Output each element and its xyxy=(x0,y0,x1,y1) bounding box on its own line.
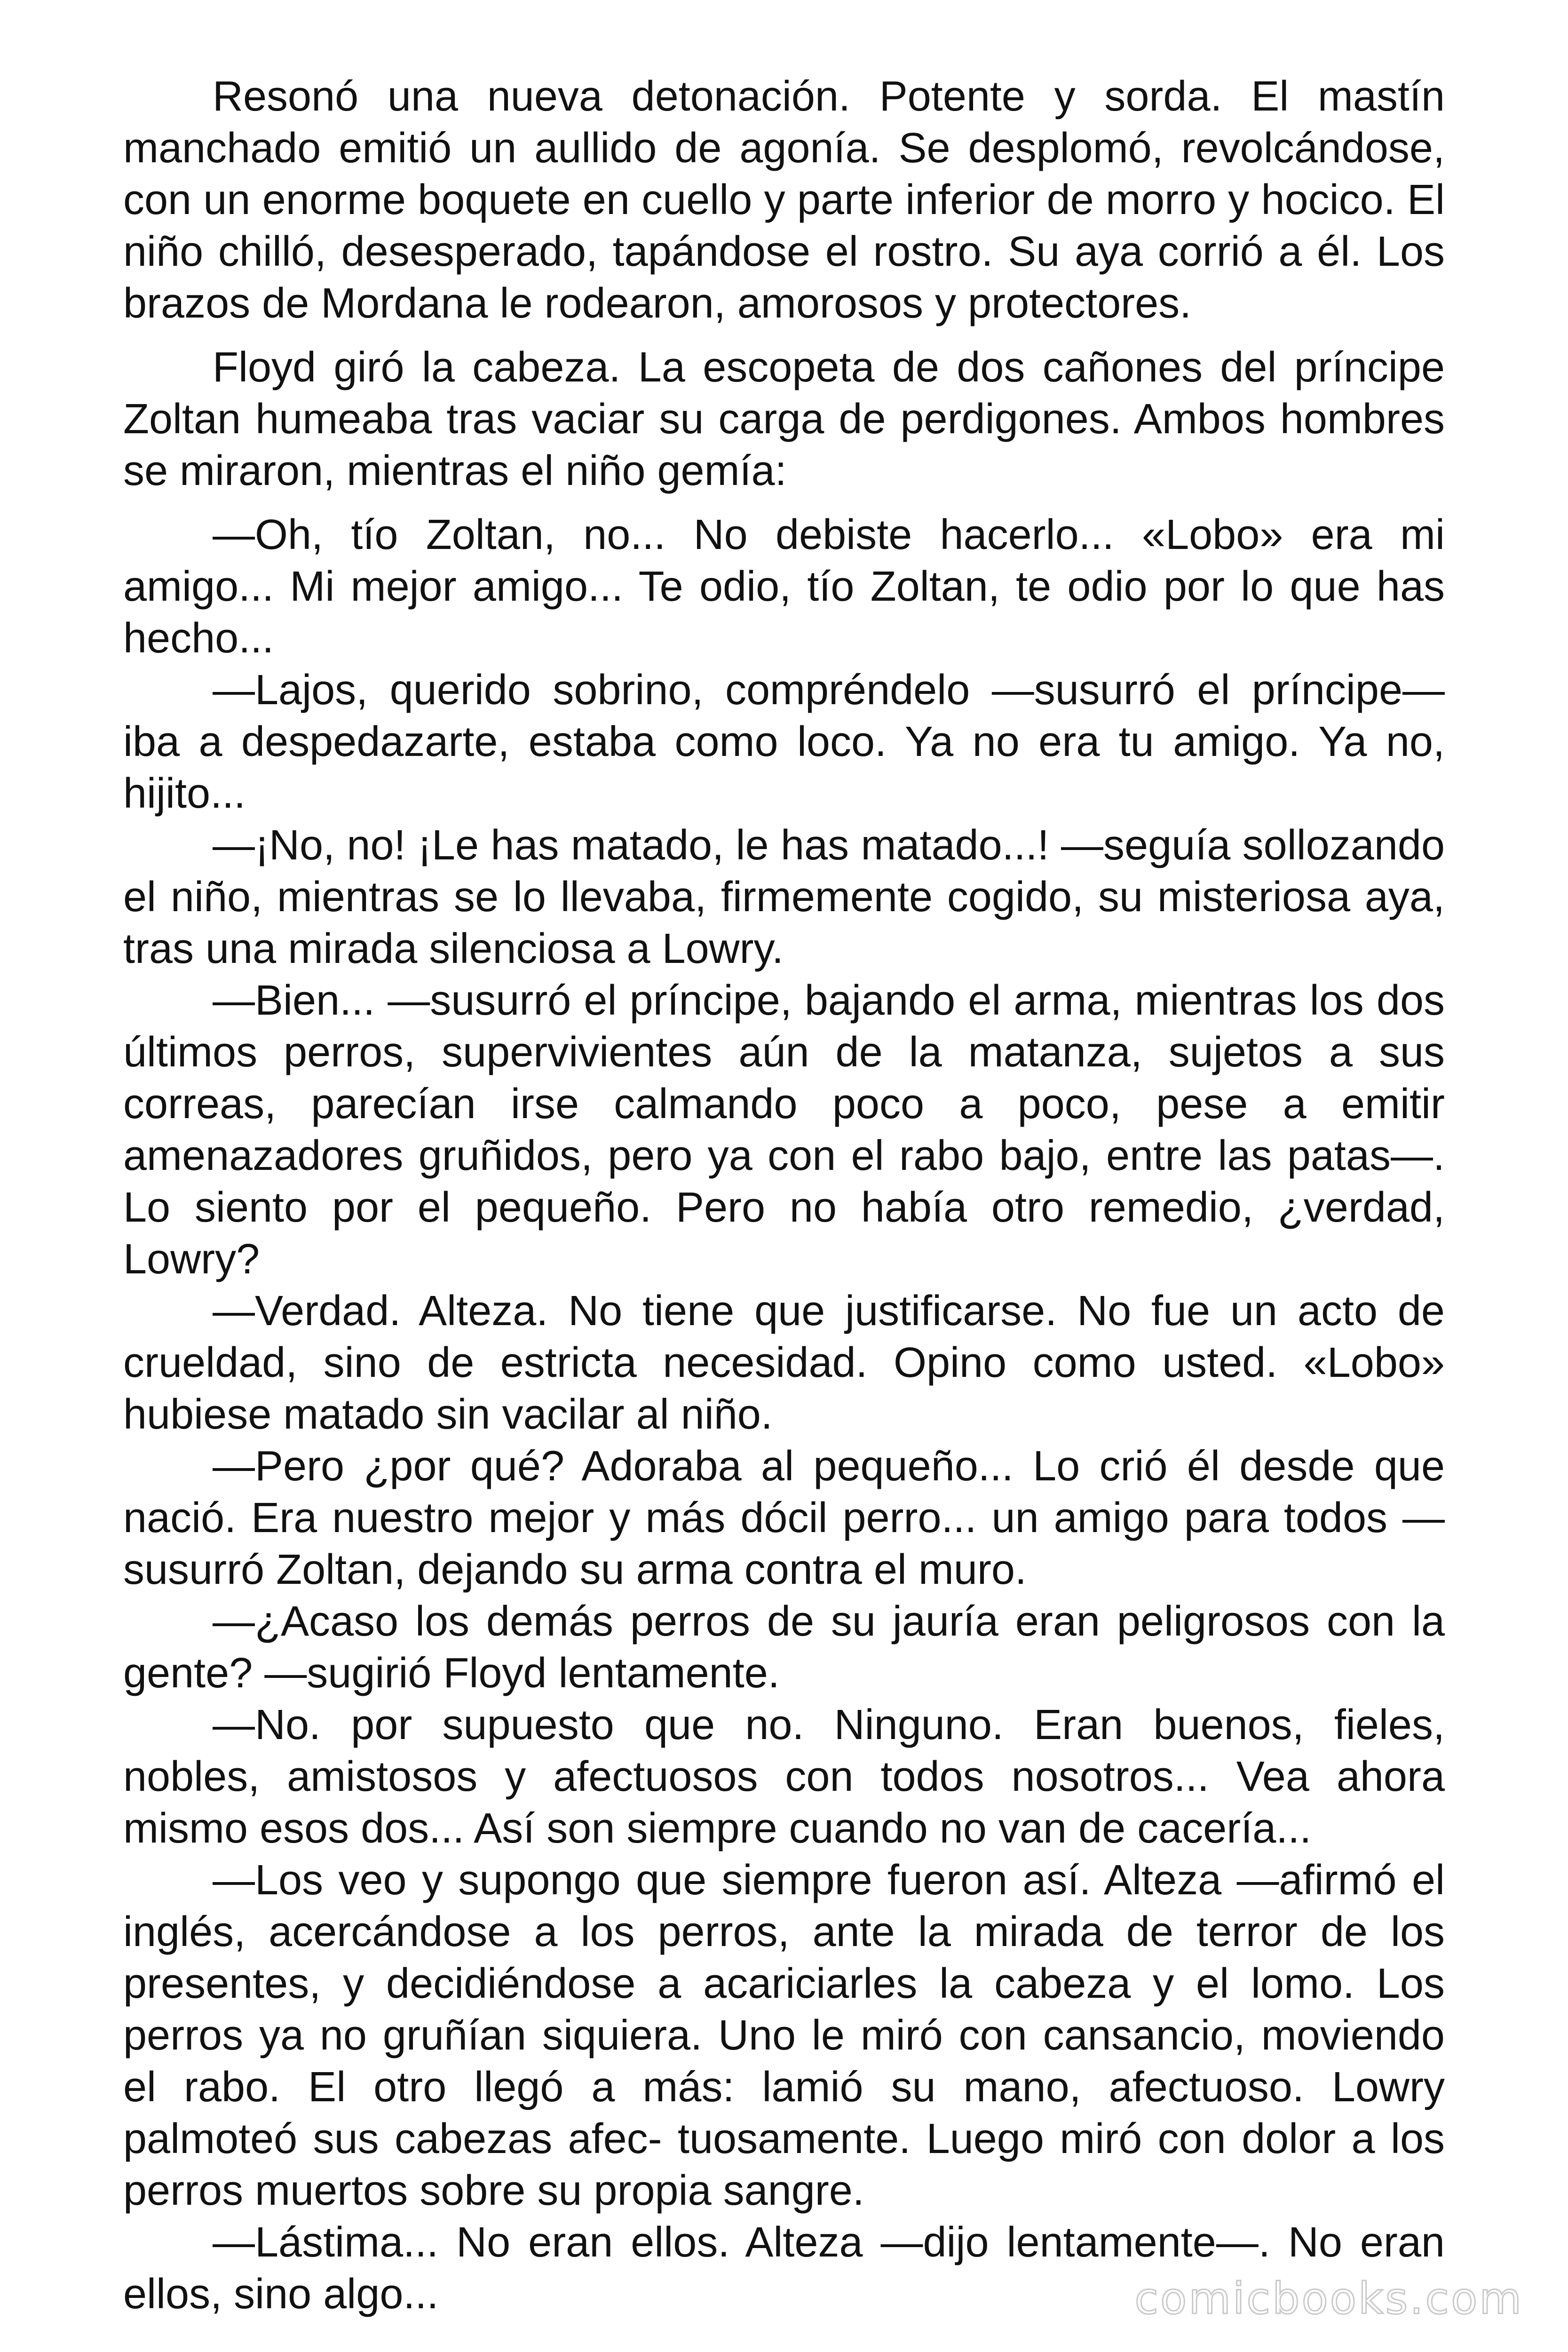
paragraph-11: —Los veo y supongo que siempre fueron así. Alteza —afirmó el inglés, acercándose a los perros, ante la mirada de terror de los presentes, y decidiéndose a acariciarles la cabeza y el lomo. Los perros ya no gruñían siquiera. Uno le miró con cansancio, moviendo el rabo. El otro llegó a más: lamió su mano, afectuoso. Lowry palmoteó sus cabezas afec- tuosamente. Luego miró con dolor a los perros muertos sobre su propia sangre. xyxy=(123,1857,1445,2214)
paragraph-2: Floyd giró la cabeza. La escopeta de dos cañones del príncipe Zoltan humeaba tras vaciar su carga de perdigones. Ambos hombres se miraron, mientras el niño gemía: xyxy=(123,344,1445,494)
paragraph-10: —No. por supuesto que no. Ninguno. Eran buenos, fieles, nobles, amistosos y afectuosos con todos nosotros... Vea ahora mismo esos dos... Así son siempre cuando no van de cacería... xyxy=(123,1701,1445,1852)
paragraph-1: Resonó una nueva detonación. Potente y sorda. El mastín manchado emitió un aullido de agonía. Se desplomó, revolcándose, con un enorme boquete en cuello y parte inferior de morro y hocico. El niño chilló, desesperado, tapándose el rostro. Su aya corrió a él. Los brazos de Mordana le rodearon, amorosos y protectores. xyxy=(123,73,1445,327)
paragraph-12: —Lástima... No eran ellos. Alteza —dijo lentamente—. No eran ellos, sino algo... xyxy=(123,2219,1445,2318)
paragraph-6: —Bien... —susurró el príncipe, bajando el arma, mientras los dos últimos perros, supervivientes aún de la matanza, sujetos a sus correas, parecían irse calmando poco a poco, pese a emitir amenazadores gruñidos, pero ya con el rabo bajo, entre las patas—. Lo siento por el pequeño. Pero no había otro remedio, ¿verdad, Lowry? xyxy=(123,977,1445,1283)
paragraph-9: —¿Acaso los demás perros de su jauría eran peligrosos con la gente? —sugirió Floyd lentamente. xyxy=(123,1598,1445,1697)
paragraph-4: —Lajos, querido sobrino, compréndelo —susurró el príncipe— iba a despedazarte, estaba como loco. Ya no era tu amigo. Ya no, hijito... xyxy=(123,667,1445,817)
paragraph-7: —Verdad. Alteza. No tiene que justificarse. No fue un acto de crueldad, sino de estricta necesidad. Opino como usted. «Lobo» hubiese matado sin vacilar al niño. xyxy=(123,1287,1445,1438)
paragraph-5: —¡No, no! ¡Le has matado, le has matado...! —seguía sollozando el niño, mientras se lo llevaba, firmemente cogido, su misteriosa aya, tras una mirada silenciosa a Lowry. xyxy=(123,822,1445,972)
paragraph-8: —Pero ¿por qué? Adoraba al pequeño... Lo crió él desde que nació. Era nuestro mejor y más dócil perro... un amigo para todos —susurró Zoltan, dejando su arma contra el muro. xyxy=(123,1443,1445,1593)
paragraph-3: —Oh, tío Zoltan, no... No debiste hacerlo... «Lobo» era mi amigo... Mi mejor amigo... Te odio, tío Zoltan, te odio por lo que has hecho... xyxy=(123,511,1445,662)
watermark-text: comicbooks.com xyxy=(1134,2273,1523,2324)
